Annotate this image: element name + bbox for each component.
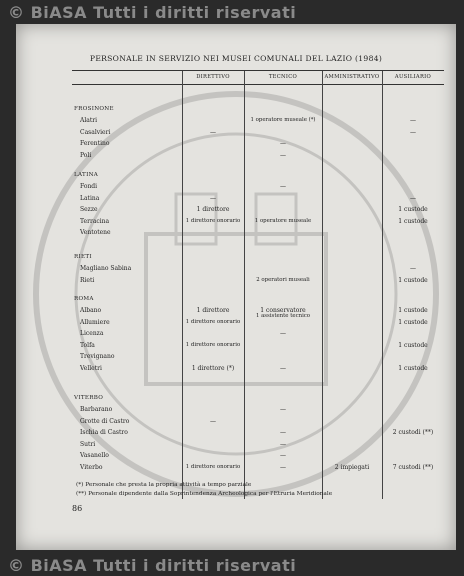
table-row-municipality [80, 140, 109, 147]
column-header-direttivo: DIRETTIVO [196, 74, 230, 80]
table-cell: 1 custode [398, 276, 428, 284]
table-row-municipality [80, 129, 110, 136]
table-cell: — [280, 440, 286, 448]
municipality-name: Barbarano [80, 406, 113, 413]
table-cell: 1 direttore onorario [185, 464, 241, 470]
table-cell: — [280, 464, 286, 471]
table-cell: 1 direttore (*) [191, 365, 235, 372]
table-row-municipality [80, 429, 128, 436]
municipality-name: Viterbo [80, 464, 103, 471]
table-row-municipality [80, 265, 131, 272]
table-row-municipality [80, 183, 97, 190]
footnote: (**) Personale dipendente dalla Soprintendenza Archeologica per l'Etruria Meridionale [76, 491, 333, 497]
province-heading: RIETI [74, 254, 92, 260]
table-row-municipality [80, 117, 97, 124]
table-cell: 1 custode [398, 307, 428, 314]
municipality-name: Alatri [80, 117, 98, 124]
table-row-municipality [80, 218, 109, 225]
municipality-name: Magliano Sabina [80, 265, 132, 272]
watermark-top: © BiASA Tutti i diritti riservati [8, 3, 297, 22]
column-header-amministrativo: AMMINISTRATIVO [324, 74, 380, 80]
table-cell: — [280, 330, 286, 338]
table-cell: 1 custode [398, 365, 428, 372]
municipality-name: Casalvieri [80, 128, 111, 136]
table-cell: 1 custode [398, 217, 428, 225]
municipality-name: Vasanello [80, 452, 109, 460]
municipality-name: Sezze [80, 206, 98, 214]
table-cell: — [210, 194, 216, 202]
table-cell: — [410, 194, 416, 202]
footnote: (*) Personale che presta la propria attività a tempo parziale [76, 482, 252, 488]
municipality-name: Albano [80, 307, 102, 314]
province-heading: VITERBO [74, 395, 104, 401]
table-cell: 1 operatore museale (*) [250, 117, 316, 123]
table-cell: — [210, 128, 216, 136]
table-row-municipality [80, 464, 102, 471]
municipality-name: Grotte di Castro [80, 417, 130, 425]
table-cell: 2 custodi (**) [392, 429, 434, 437]
table-cell: 7 custodi (**) [392, 464, 434, 471]
staff-table [16, 24, 456, 550]
municipality-name: Trevignano [80, 353, 115, 361]
table-cell: — [280, 140, 286, 148]
municipality-name: Sutri [80, 440, 96, 448]
table-cell: 1 direttore onorario [185, 217, 241, 224]
table-cell: — [280, 151, 286, 159]
table-cell: 1 direttore onorario [185, 341, 241, 348]
municipality-name: Licenza [80, 330, 104, 338]
table-cell: — [280, 429, 286, 437]
table-cell: 2 operatori museali [256, 276, 310, 283]
table-cell: 1 custode [398, 318, 428, 326]
table-cell: 1 direttore onorario [185, 318, 241, 325]
table-row-municipality [80, 418, 129, 425]
page-title: PERSONALE IN SERVIZIO NEI MUSEI COMUNALI DEL LAZIO (1984) [89, 54, 383, 63]
table-row-municipality [80, 229, 111, 236]
table-row-municipality [80, 441, 95, 448]
table-cell: 1 conservatore [260, 307, 306, 314]
page-number: 86 [72, 504, 83, 513]
table-cell: 1 direttore [196, 206, 230, 214]
municipality-name: Terracina [80, 217, 110, 225]
table-row-municipality [80, 330, 103, 337]
watermark-bottom: © BiASA Tutti i diritti riservati [8, 556, 297, 575]
table-cell: — [280, 183, 286, 190]
table-row-municipality [80, 206, 98, 213]
table-row-municipality [80, 195, 99, 202]
table-cell: 2 impiegati [334, 464, 370, 471]
table-row-municipality [80, 365, 102, 372]
municipality-name: Velletri [80, 365, 102, 372]
municipality-name: Latina [80, 194, 100, 202]
municipality-name: Fondi [80, 183, 98, 190]
province-heading: LATINA [74, 172, 99, 178]
table-row-municipality [80, 319, 110, 326]
table-cell: 1 assistente tecnico [255, 313, 311, 319]
table-row-municipality [80, 342, 95, 349]
table-cell: 1 custode [398, 341, 428, 349]
municipality-name: Ventotene [80, 229, 111, 237]
province-heading: ROMA [74, 296, 94, 302]
column-header-tecnico: TECNICO [268, 74, 298, 80]
table-cell: 1 custode [398, 206, 428, 214]
table-cell: 1 operatore museale [254, 217, 312, 224]
table-row-municipality [80, 406, 112, 413]
municipality-name: Tolfa [80, 341, 95, 349]
column-header-ausiliario: AUSILIARIO [394, 74, 432, 80]
table-cell: — [280, 365, 286, 372]
table-row-municipality [80, 452, 109, 459]
municipality-name: Ferentino [80, 140, 110, 148]
document-page [16, 24, 456, 550]
municipality-name: Poli [80, 151, 92, 159]
municipality-name: Allumiere [80, 318, 110, 326]
table-cell: — [280, 406, 286, 413]
table-row-municipality [80, 353, 115, 360]
table-cell: — [410, 117, 416, 124]
table-cell: 1 direttore [196, 307, 230, 314]
table-cell: — [410, 128, 416, 136]
table-cell: — [280, 452, 286, 460]
table-row-municipality [80, 277, 94, 284]
table-row-municipality [80, 152, 91, 159]
province-heading: FROSINONE [74, 106, 114, 112]
table-cell: — [210, 417, 216, 425]
table-row-municipality [80, 307, 101, 314]
municipality-name: Ischia di Castro [80, 429, 128, 437]
municipality-name: Rieti [80, 276, 95, 284]
table-cell: — [410, 265, 416, 272]
